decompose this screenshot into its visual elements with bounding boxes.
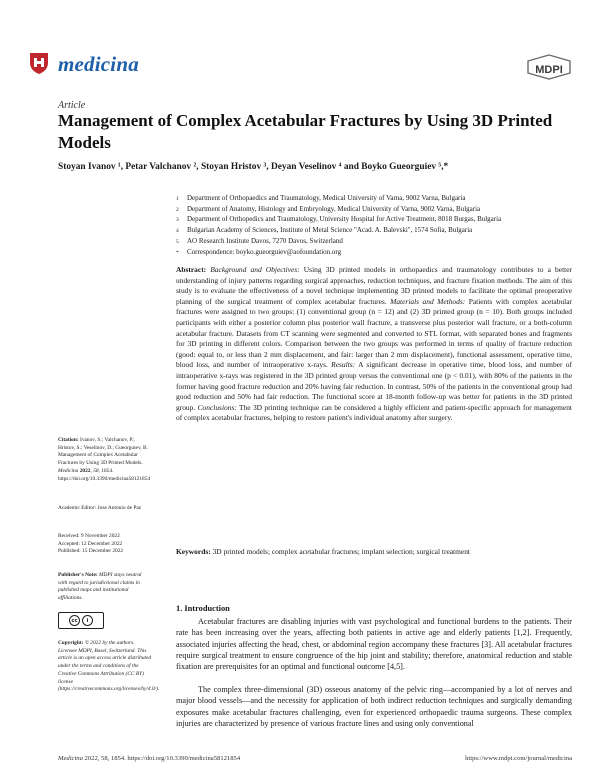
publisher-note bbox=[58, 572, 152, 603]
affiliations bbox=[176, 194, 576, 258]
affiliation-text: AO Research Institute Davos, 7270 Davos, Switzerland bbox=[187, 236, 343, 245]
intro-paragraph-1: Acetabular fractures are disabling injuries with vast psychological and functional burdens to the patients. Their rate has been increasing over the years, affecting both patients in active age and elderly patients [1,2]. Frequently, associated injuries affecting the head, chest, or abdominal region accompany these fractures [3]. All acetabular fractures require surgical treatment to ensure congruence of the hip joint and stability; therefore, anatomical reduction and stable fixation are prerequisites for an optimal and functional outcome [4,5]. bbox=[176, 617, 572, 672]
publication-dates bbox=[58, 533, 152, 556]
abstract-results-label: Results: bbox=[331, 360, 356, 370]
mdpi-logo bbox=[526, 54, 572, 80]
citation-doi[interactable]: , 1854. https://doi.org/10.3390/medicina58121854 bbox=[58, 467, 151, 482]
affiliation-4 bbox=[176, 226, 576, 237]
academic-editor bbox=[58, 505, 152, 513]
received-date: Received: 9 November 2022 bbox=[58, 533, 120, 539]
intro-paragraph-2: The complex three-dimensional (3D) osseous anatomy of the pelvic ring—accompanied by a lot of nerves and major blood vessels—and the necessity for application of both indirect reduction techniques and surgically demanding exposures make acetabular fractures challenging, even for experienced orthopaedic trauma surgeons. These complex injuries are characterized by presence of various fracture lines and using only conventional bbox=[176, 685, 572, 728]
affiliation-mark: 4 bbox=[176, 228, 179, 235]
affiliation-mark: 2 bbox=[176, 206, 179, 213]
mdpi-logo-text: MDPI bbox=[535, 64, 563, 76]
footer-journal-url[interactable]: https://www.mdpi.com/journal/medicina bbox=[465, 755, 572, 762]
affiliation-text: Bulgarian Academy of Sciences, Institute of Metal Science "Acad. A. Balevski", 1574 Sofia, Bulgaria bbox=[187, 226, 473, 235]
footer-doi[interactable]: 2022, 58, 1854. https://doi.org/10.3390/medicina58121854 bbox=[82, 755, 241, 762]
abstract-methods-label: Materials and Methods: bbox=[390, 296, 466, 306]
footer-journal: Medicina bbox=[58, 755, 83, 762]
abstract-conclusions-label: Conclusions: bbox=[197, 402, 237, 412]
attribution-icon: i bbox=[82, 615, 93, 626]
affiliation-1 bbox=[176, 194, 576, 205]
publisher-note-text: MDPI stays neutral with regard to jurisdictional claims in published maps and institutional affiliations. bbox=[58, 572, 142, 602]
citation-block bbox=[58, 437, 152, 483]
author-list: Stoyan Ivanov ¹, Petar Valchanov ², Stoyan Hristov ³, Deyan Veselinov ⁴ and Boyko Gueorguiev ⁵,* bbox=[58, 162, 449, 172]
publisher-note-label: Publisher's Note: bbox=[58, 572, 98, 578]
journal-name: medicina bbox=[58, 52, 139, 76]
citation-volume: , 58 bbox=[90, 467, 99, 474]
affiliation-text: Department of Orthopaedics and Traumatology, Medical University of Varna, 9002 Varna, Bulgaria bbox=[187, 194, 466, 202]
published-date: Published: 15 December 2022 bbox=[58, 548, 124, 555]
footer-citation bbox=[58, 755, 240, 762]
editor-label: Academic Editor: bbox=[58, 505, 98, 511]
affiliation-2 bbox=[176, 205, 576, 216]
copyright-block bbox=[58, 640, 160, 694]
copyright-label: Copyright: bbox=[58, 640, 84, 646]
correspondence-email[interactable]: Correspondence: boyko.gueorguiev@aofoundation.org bbox=[187, 247, 342, 256]
affiliation-mark: * bbox=[176, 249, 179, 256]
abstract-results-text: A significant decrease in operative time, blood loss, and number of intraoperative x-rays was registered in the 3D printed group versus the conventional one (p < 0.01), with 80% of the patients in the former having good fracture reduction and 20% having fair reduction. In contrast, 50% of the patients in the conventional group had good reduction and 50% had fair reduction. The functional score at 18-month follow-up was better for patients in the 3D printed group. bbox=[176, 360, 572, 412]
journal-logo-icon bbox=[28, 51, 50, 75]
abstract-conclusions-text: The 3D printing technique can be considered a highly efficient and patient-specific approach for management of complex acetabular fractures, helping to restore patient's individual anatomy after surgery. bbox=[176, 402, 572, 423]
article-title: Management of Complex Acetabular Fractures by Using 3D Printed Models bbox=[58, 111, 553, 152]
affiliation-3 bbox=[176, 215, 576, 226]
citation-text: Ivanov, S.; Valchanov, P.; Hristov, S.; Veselinov, D.; Gueorguiev, B. Management of Complex Acetabular Fractures by Using 3D Printed Models. bbox=[58, 437, 148, 467]
copyright-text: © 2022 by the authors. Licensee MDPI, Basel, Switzerland. This article is an open access article distributed under the terms and conditions of the Creative Commons Attribution (CC BY) license (https://creativecommons.org/licenses/by/4.0/). bbox=[58, 640, 160, 693]
keywords-label: Keywords: bbox=[176, 547, 211, 556]
accepted-date: Accepted: 12 December 2022 bbox=[58, 540, 123, 547]
affiliation-mark: 3 bbox=[176, 217, 179, 224]
affiliation-5 bbox=[176, 237, 576, 248]
correspondence bbox=[176, 248, 576, 259]
affiliation-text: Department of Anatomy, Histology and Embryology, Medical University of Varna, 9002 Varna, Bulgaria bbox=[187, 204, 481, 213]
citation-label: Citation: bbox=[58, 437, 79, 443]
editor-name: Jose Antonio de Paz bbox=[97, 505, 142, 511]
section-heading-introduction: 1. Introduction bbox=[176, 604, 230, 613]
keywords-text: 3D printed models; complex acetabular fractures; implant selection; surgical treatment bbox=[210, 547, 470, 556]
abstract-label: Abstract: bbox=[176, 265, 207, 274]
affiliation-mark: 5 bbox=[176, 238, 179, 245]
citation-year: 2022 bbox=[78, 467, 91, 474]
cc-icon: cc bbox=[69, 615, 80, 626]
citation-journal: Medicina bbox=[58, 467, 79, 474]
abstract-background-label: Background and Objectives: bbox=[210, 265, 300, 274]
abstract-methods-text: Patients with complex acetabular fractures were assigned to two groups: (1) conventional group (n = 12) and (2) 3D printed group (n = 10). Both groups included participants with either a posterior column plus posterior wall fracture, a transverse plus posterior wall fracture, or a both-column acetabular fracture. Datasets from CT scanning were segmented and converted to STL format, with separated bones and fragments for 3D printing in different colors. Comparison between the two groups was performed in terms of quality of fracture reduction (good: equal to, or less than 2 mm displacement, and fair: larger than 2 mm displacement), functional assessment, operative time, blood loss, and number of intraoperative x-rays. bbox=[176, 296, 572, 370]
abstract bbox=[176, 265, 572, 424]
affiliation-text: Department of Orthopedics and Traumatology, University Hospital for Active Treatment, 8018 Burgas, Bulgaria bbox=[187, 215, 502, 224]
affiliation-mark: 1 bbox=[176, 196, 179, 202]
keywords bbox=[176, 547, 572, 557]
cc-by-license-badge[interactable] bbox=[58, 612, 104, 629]
article-type: Article bbox=[58, 100, 86, 111]
abstract-background-text: Using 3D printed models in orthopaedics and traumatology contributes to a better understanding of injury patterns regarding surgical approaches, reduction techniques, and fracture fixation methods. The aim of this study is to evaluate the effectiveness of a novel technique implementing 3D printed models to facilitate the optimal preoperative planning of the surgical treatment of complex acetabular fractures. bbox=[176, 265, 572, 306]
